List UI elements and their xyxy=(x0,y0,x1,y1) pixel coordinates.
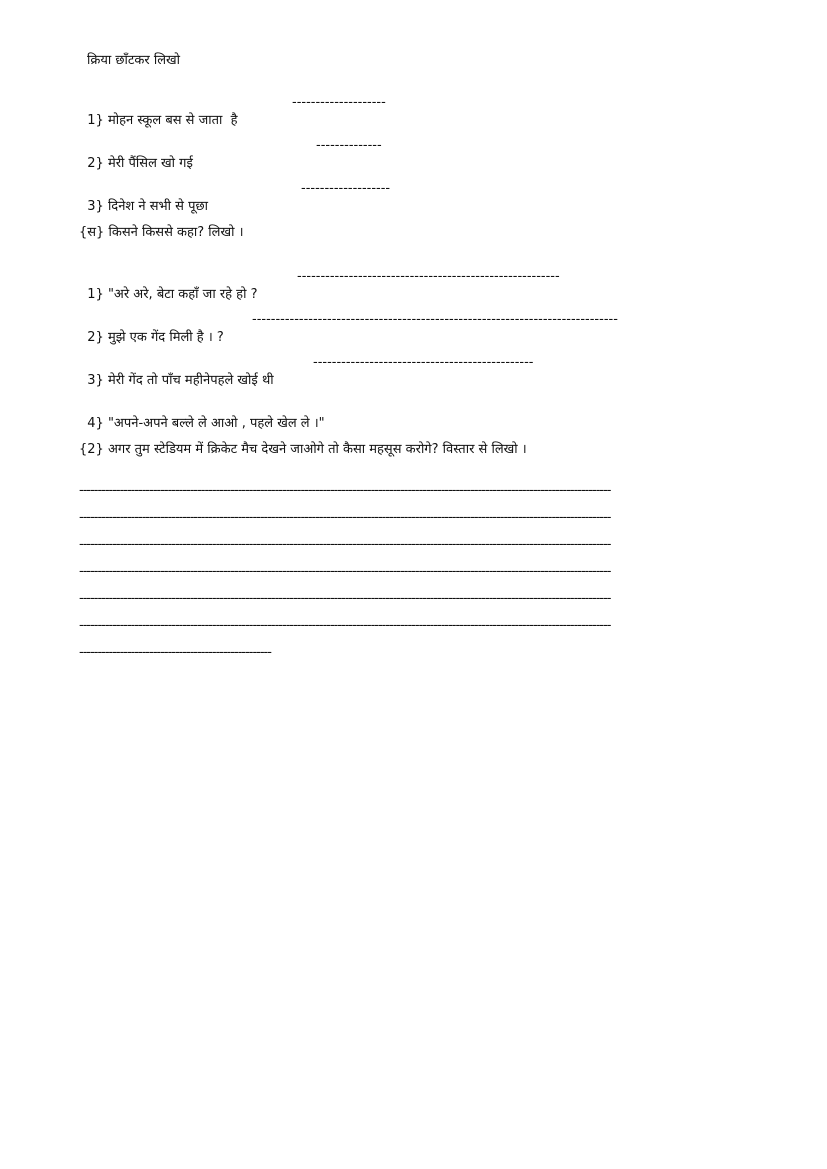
answer-blank[interactable]: -------------------------------------------------------- xyxy=(297,269,560,284)
answer-line[interactable]: ------------------------------------------------------------------------------------------------------------------------------------------------ xyxy=(79,510,611,525)
item-text: 4} "अपने-अपने बल्ले ले आओ , पहले खेल ले ।" xyxy=(87,416,325,431)
item-text: 3} मेरी गेंद तो पाँच महीनेपहले खोई थी xyxy=(87,373,274,388)
item-text: 1} मोहन स्कूल बस से जाता है xyxy=(87,113,238,128)
section-b-item-4 xyxy=(79,397,325,433)
answer-line[interactable]: ------------------------------------------------------------------------------------------------------------------------------------------------ xyxy=(79,618,611,633)
section-a-item-1 xyxy=(79,94,238,130)
section-a-item-2 xyxy=(79,137,193,173)
answer-line[interactable]: ------------------------------------------------------------------------------------------------------------------------------------------------ xyxy=(79,591,611,606)
item-text: 1} "अरे अरे, बेटा कहाँ जा रहे हो ? xyxy=(87,287,258,302)
section-b-item-2 xyxy=(79,311,224,347)
answer-blank[interactable]: -------------------- xyxy=(292,95,386,110)
answer-blank[interactable]: -------------- xyxy=(316,138,382,153)
item-text: 2} मेरी पैंसिल खो गई xyxy=(87,156,193,171)
item-text: 3} दिनेश ने सभी से पूछा xyxy=(87,199,208,214)
section-2-question: {2} अगर तुम स्टेडियम में क्रिकेट मैच देखने जाओगे तो कैसा महसूस करोगे? विस्तार से लिखो । xyxy=(79,442,527,457)
answer-line[interactable]: ------------------------------------------------------------------------------------------------------------------------------------------------ xyxy=(79,564,611,579)
answer-line[interactable]: ---------------------------------------------------- xyxy=(79,645,271,660)
answer-blank[interactable]: ----------------------------------------------- xyxy=(313,355,534,370)
item-text: 2} मुझे एक गेंद मिली है । ? xyxy=(87,330,224,345)
answer-line[interactable]: ------------------------------------------------------------------------------------------------------------------------------------------------ xyxy=(79,483,611,498)
section-b-item-1 xyxy=(79,268,257,304)
section-a-item-3 xyxy=(79,180,208,216)
section-b-item-3 xyxy=(79,354,274,390)
answer-line[interactable]: ------------------------------------------------------------------------------------------------------------------------------------------------ xyxy=(79,537,611,552)
answer-blank[interactable]: ------------------- xyxy=(301,181,391,196)
section-a-heading: क्रिया छाँटकर लिखो xyxy=(87,53,181,68)
answer-blank[interactable]: ------------------------------------------------------------------------------ xyxy=(252,312,618,327)
section-b-heading: {स} किसने किससे कहा? लिखो । xyxy=(79,225,244,240)
